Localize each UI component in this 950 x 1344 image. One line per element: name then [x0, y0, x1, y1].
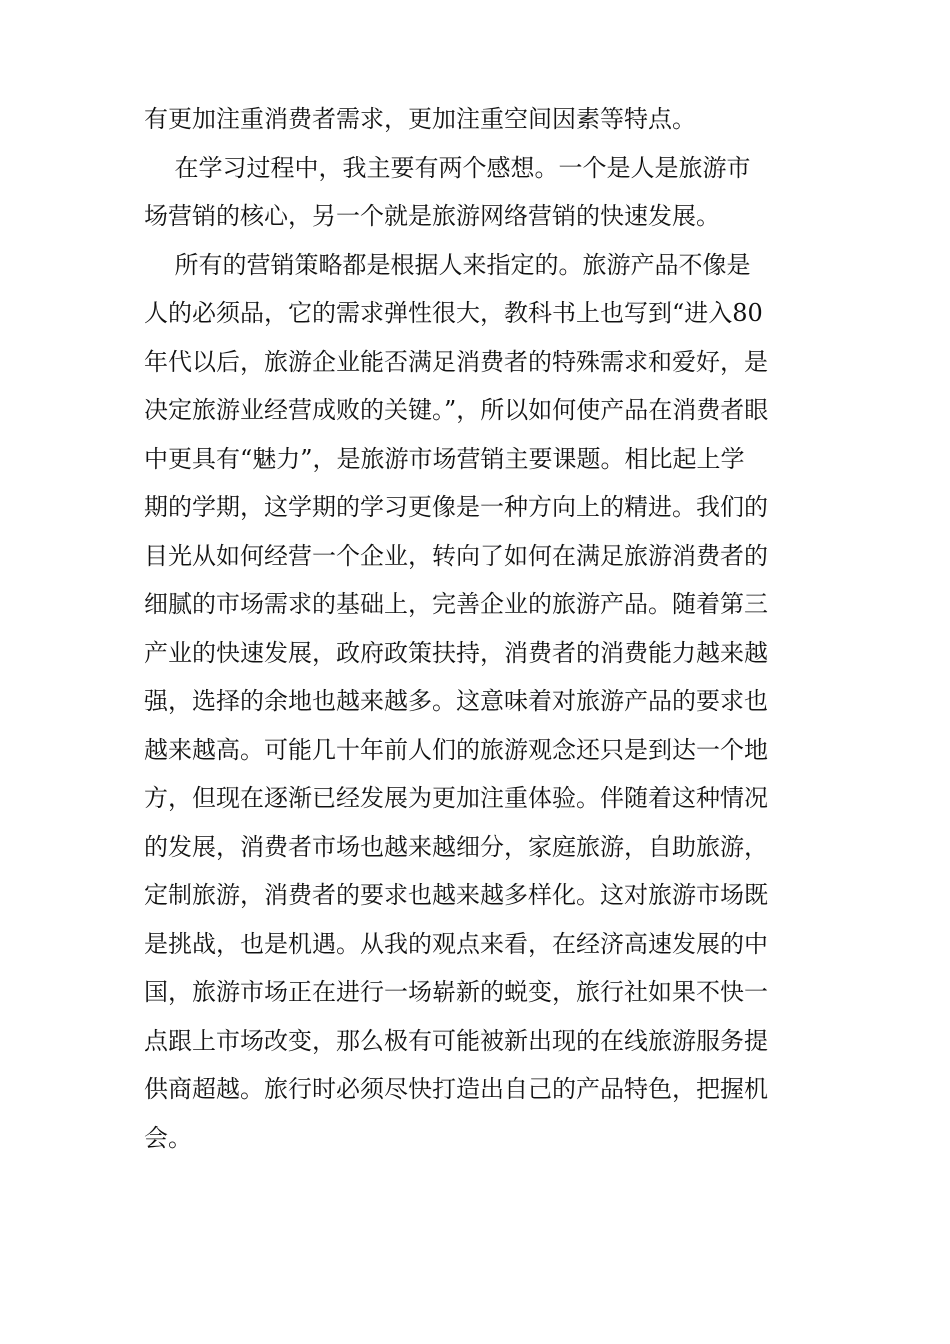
text-line: 国，旅游市场正在进行一场崭新的蜕变，旅行社如果不快一	[144, 978, 768, 1006]
text-line: 越来越高。可能几十年前人们的旅游观念还只是到达一个地	[144, 735, 768, 764]
text-line: 人的必须品，它的需求弹性很大，教科书上也写到“进入80	[144, 299, 763, 327]
text-line: 决定旅游业经营成败的关键。”，所以如何使产品在消费者眼	[144, 396, 769, 424]
text-line: 是挑战，也是机遇。从我的观点来看，在经济高速发展的中	[144, 929, 768, 958]
document-page	[144, 95, 810, 1162]
text-line: 定制旅游，消费者的要求也越来越多样化。这对旅游市场既	[144, 881, 768, 909]
paragraph-3	[144, 241, 810, 1163]
text-line: 会。	[144, 1123, 192, 1152]
text-line: 场营销的核心，另一个就是旅游网络营销的快速发展。	[144, 202, 720, 230]
text-line: 的发展，消费者市场也越来越细分，家庭旅游，自助旅游，	[144, 832, 768, 861]
text-line: 方，但现在逐渐已经发展为更加注重体验。伴随着这种情况	[144, 784, 768, 812]
text-line: 细腻的市场需求的基础上，完善企业的旅游产品。随着第三	[144, 590, 768, 618]
text-line: 点跟上市场改变，那么极有可能被新出现的在线旅游服务提	[144, 1026, 768, 1055]
paragraph-1	[144, 95, 810, 144]
text-line: 供商超越。旅行时必须尽快打造出自己的产品特色，把握机	[144, 1075, 768, 1103]
text-line: 目光从如何经营一个企业，转向了如何在满足旅游消费者的	[144, 541, 768, 570]
text-line: 强，选择的余地也越来越多。这意味着对旅游产品的要求也	[144, 687, 768, 715]
text-line: 在学习过程中，我主要有两个感想。一个是人是旅游市	[144, 153, 751, 182]
text-line: 所有的营销策略都是根据人来指定的。旅游产品不像是	[144, 250, 751, 279]
paragraph-2	[144, 144, 810, 241]
text-line: 年代以后，旅游企业能否满足消费者的特殊需求和爱好，是	[144, 347, 768, 376]
text-line: 期的学期，这学期的学习更像是一种方向上的精进。我们的	[144, 493, 768, 521]
text-line: 有更加注重消费者需求，更加注重空间因素等特点。	[144, 105, 696, 133]
text-line: 中更具有“魅力”，是旅游市场营销主要课题。相比起上学	[144, 444, 745, 473]
text-line: 产业的快速发展，政府政策扶持，消费者的消费能力越来越	[144, 638, 768, 667]
